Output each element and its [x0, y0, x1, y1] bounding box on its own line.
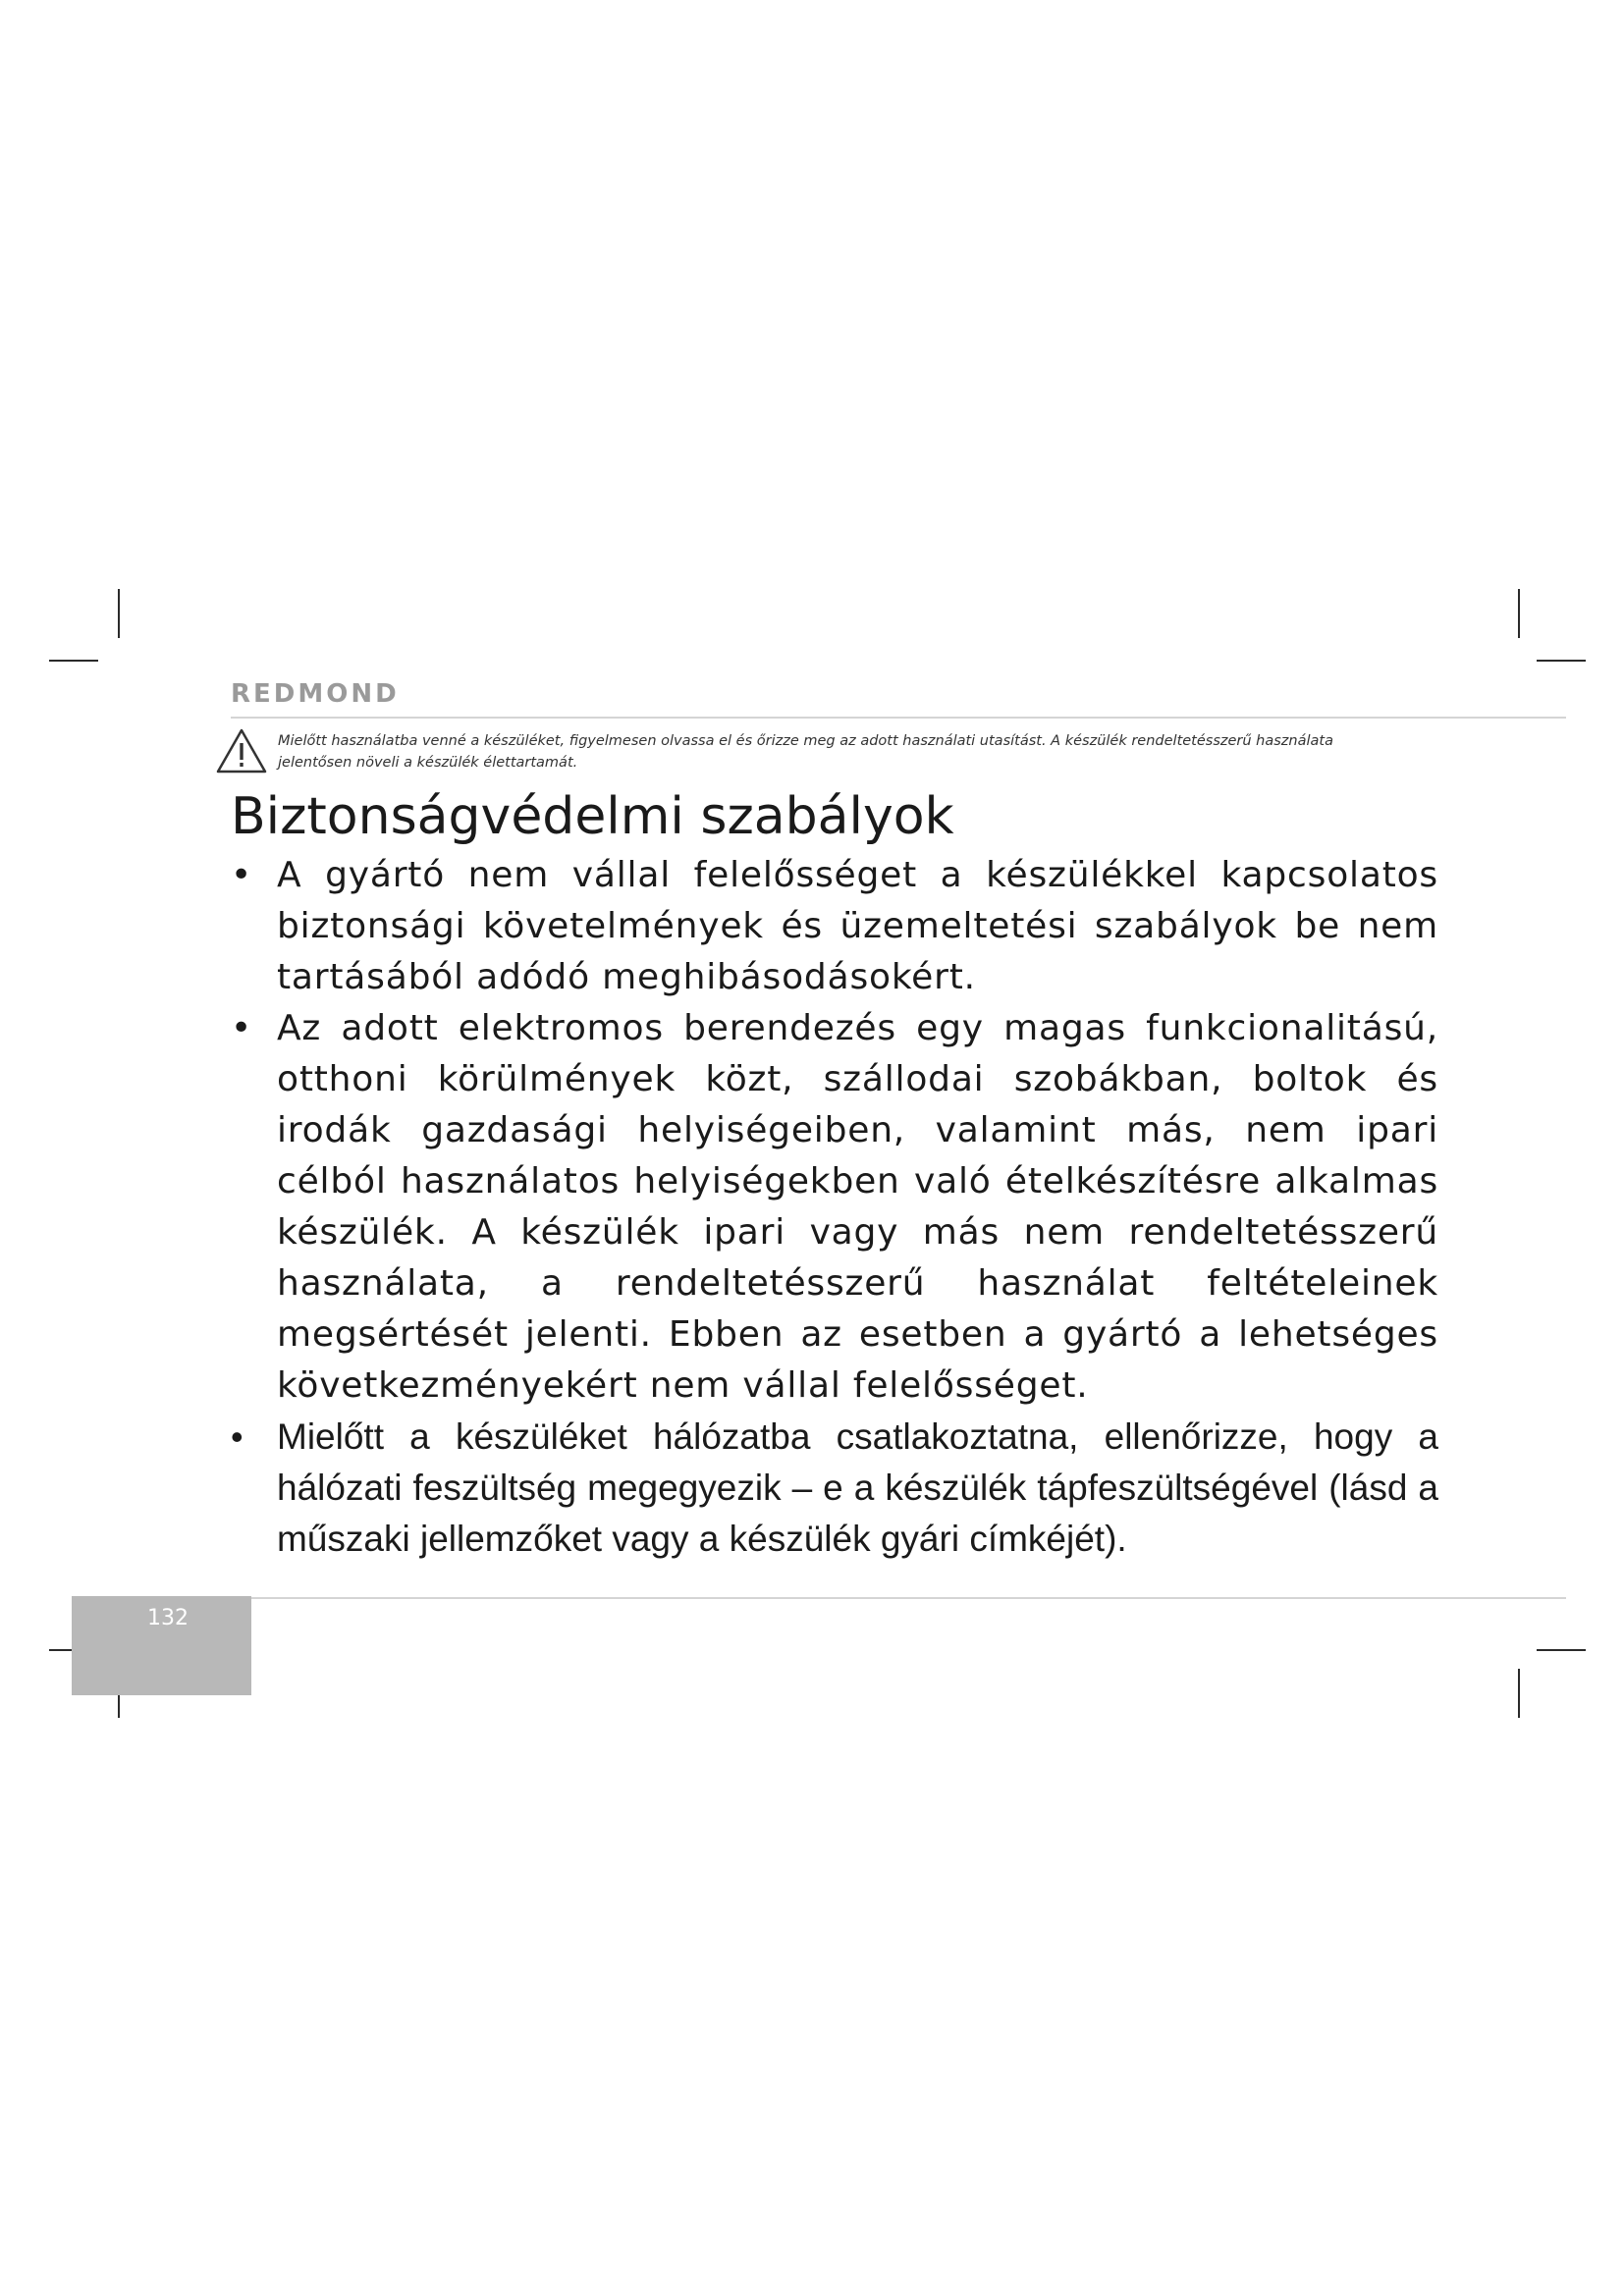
- crop-mark: [49, 660, 98, 662]
- list-item: [231, 1412, 1438, 1565]
- bullet-icon: •: [231, 1008, 253, 1048]
- footer-divider: [250, 1597, 1566, 1599]
- crop-mark: [1537, 660, 1586, 662]
- rule-text: Az adott elektromos berendezés egy magas funkcionalitású, otthoni körülmények közt, szállodai szobákban, boltok és irodák gazdasági helyiségeiben, valamint más, nem ipari célból használatos helyiségekben való ételkészítésre alkalmas készülék. A készülék ipari vagy más nem rendeltetésszerű használata, a rendeltetésszerű használat feltételeinek megsértését jelenti. Ebben az esetben a gyártó a lehetséges következményekért nem vállal felelősséget.: [277, 1008, 1438, 1406]
- crop-mark: [1518, 1669, 1520, 1718]
- rule-text: A gyártó nem vállal felelősséget a készülékkel kapcsolatos biztonsági követelmények és üzemeltetési szabályok be nem tartásából adódó meghibásodásokért.: [277, 855, 1438, 997]
- bullet-icon: •: [231, 855, 253, 895]
- page-title: Biztonságvédelmi szabályok: [231, 787, 954, 846]
- brand-logo: REDMOND: [231, 679, 400, 709]
- crop-mark: [118, 589, 120, 638]
- header-divider: [231, 717, 1566, 719]
- bullet-icon: •: [231, 1416, 244, 1457]
- crop-mark: [1537, 1649, 1586, 1651]
- list-item: [231, 850, 1438, 1003]
- safety-rules-list: [231, 850, 1438, 1565]
- crop-mark: [1518, 589, 1520, 638]
- warning-note: Mielőtt használatba venné a készüléket, figyelmesen olvassa el és őrizze meg az adott használati utasítást. A készülék rendeltetésszerű használata jelentősen növeli a készülék élettartamát.: [278, 733, 1333, 771]
- page-number: 132: [147, 1606, 189, 1630]
- warning-triangle-icon: [216, 728, 267, 774]
- list-item: [231, 1003, 1438, 1412]
- rule-text: Mielőtt a készüléket hálózatba csatlakoztatna, ellenőrizze, hogy a hálózati feszültség megegyezik – e a készülék tápfeszültségével (lásd a műszaki jellemzőket vagy a készülék gyári címkéjét).: [277, 1416, 1438, 1559]
